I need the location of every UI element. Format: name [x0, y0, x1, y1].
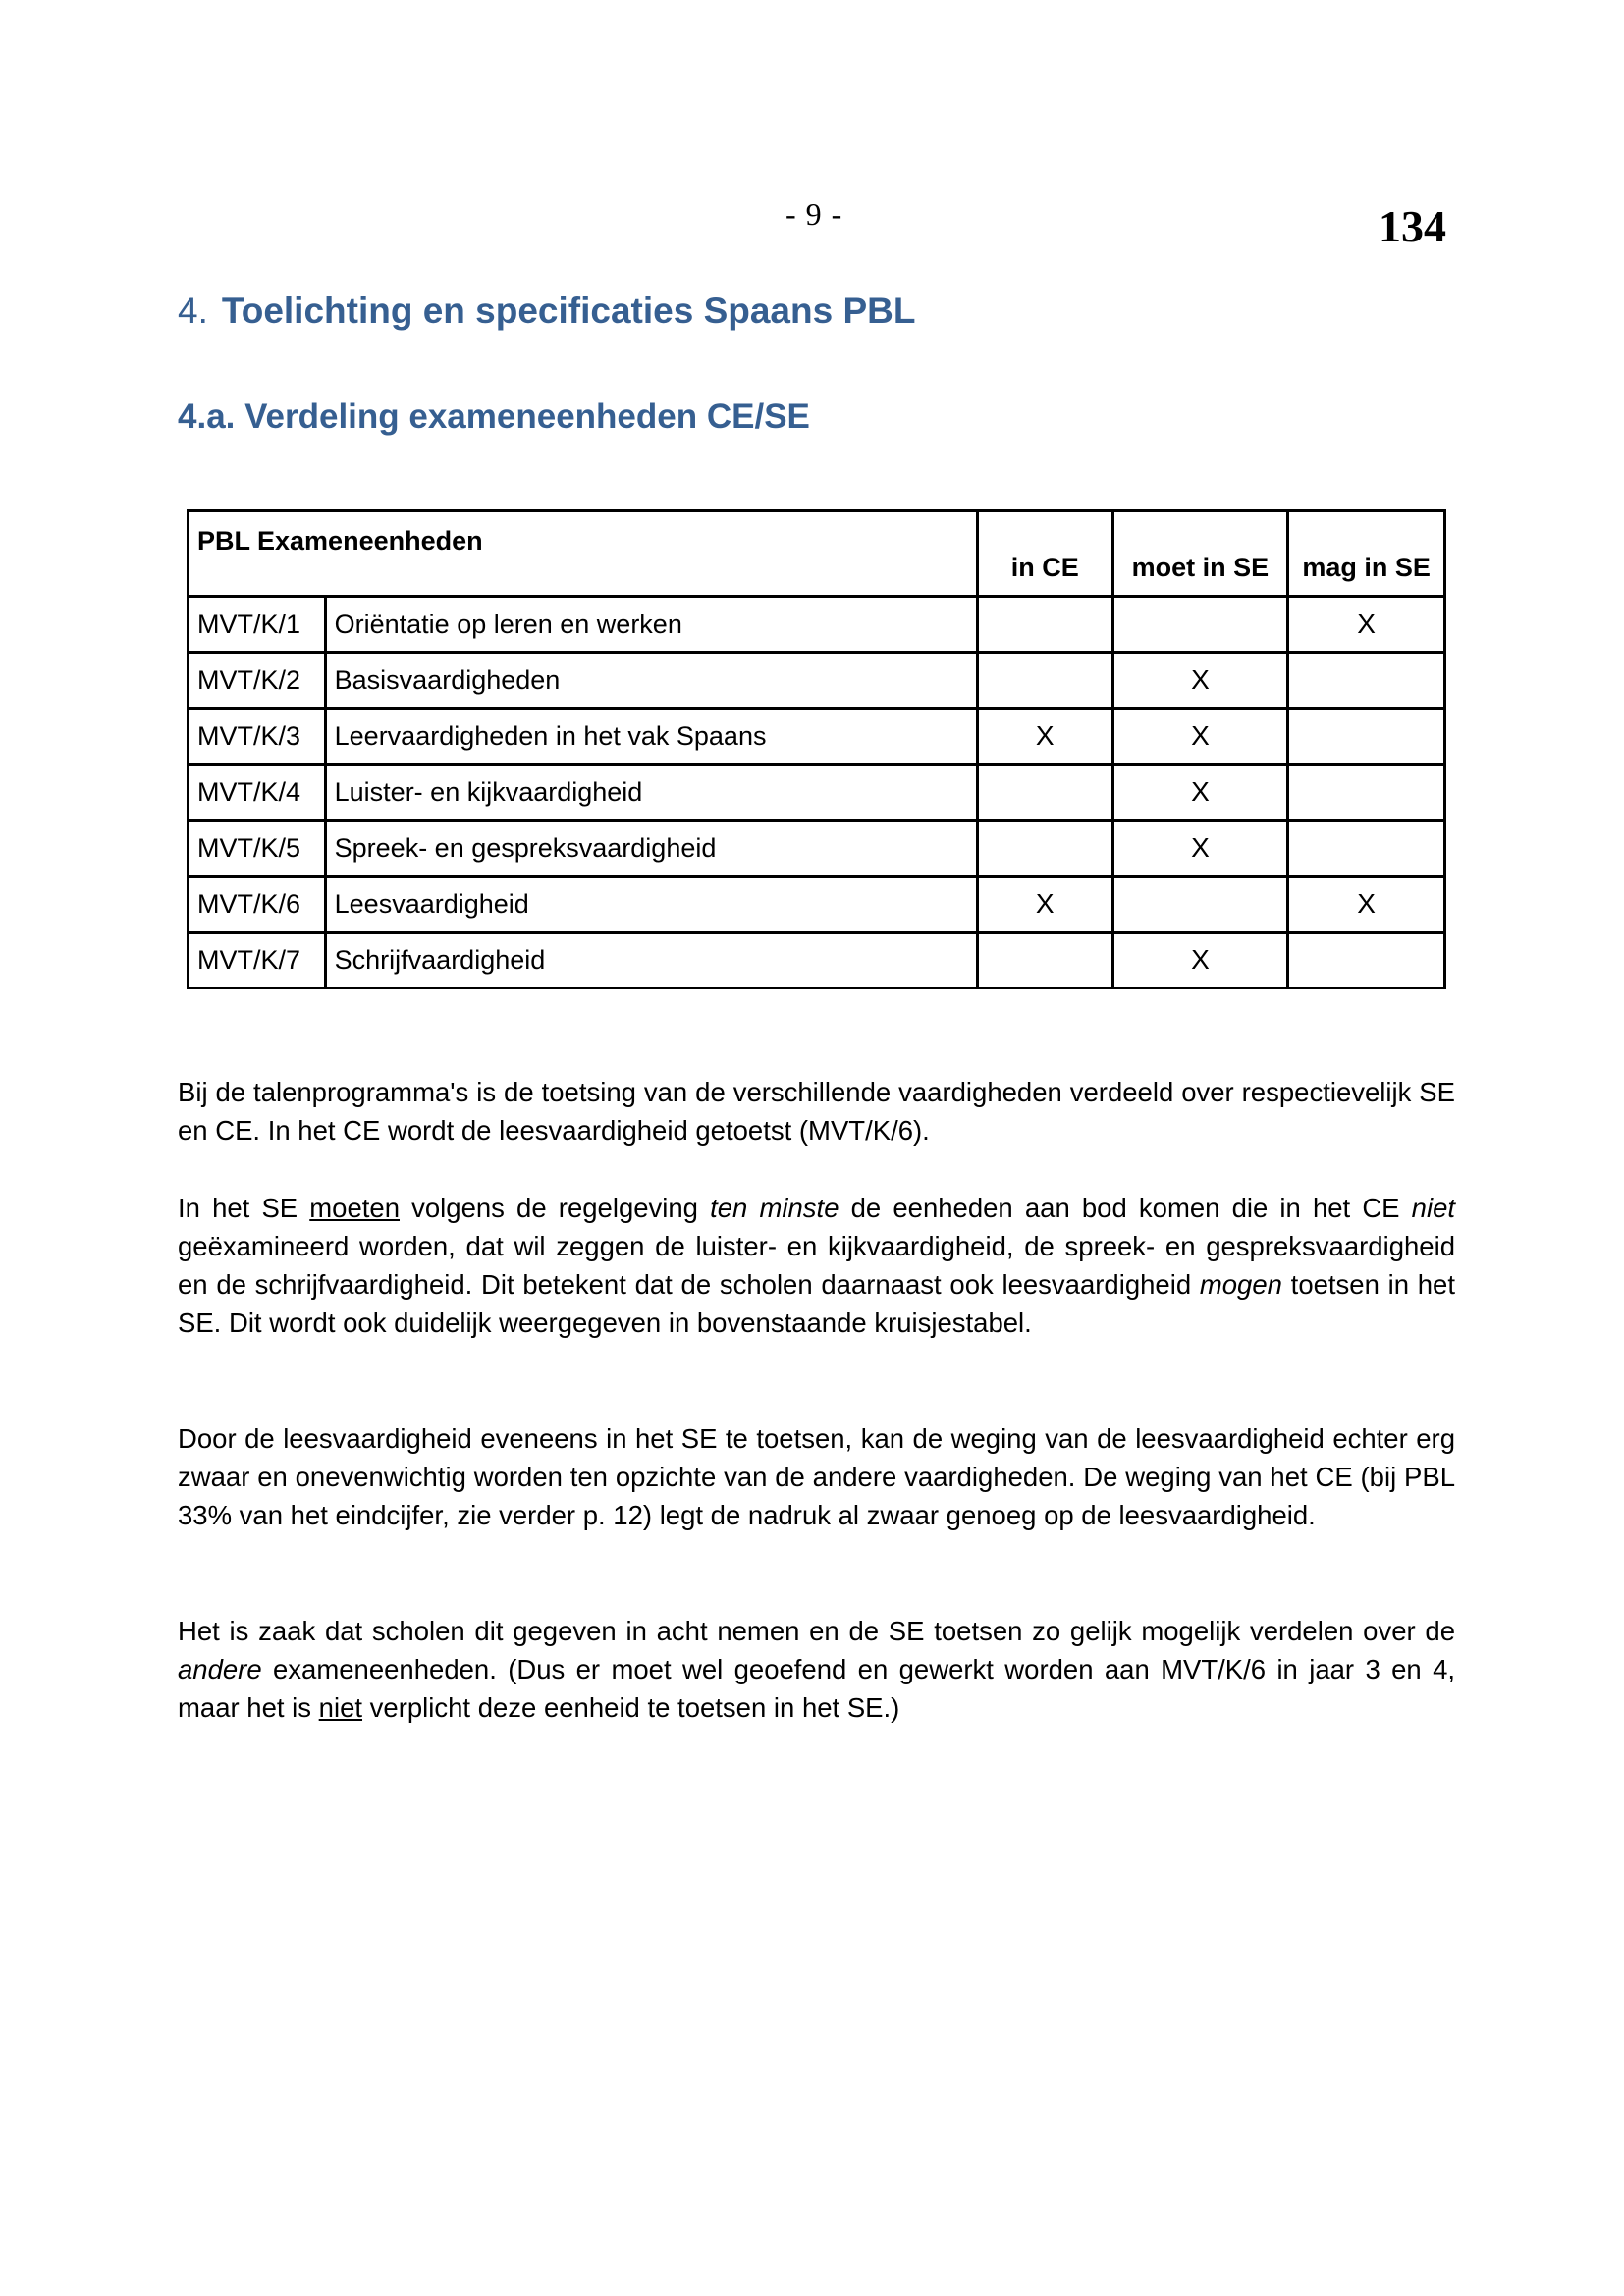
mark-mag-in-se: X	[1288, 877, 1445, 933]
table-row	[189, 653, 1445, 709]
unit-name: Luister- en kijkvaardigheid	[325, 765, 977, 821]
header-in-ce: in CE	[977, 511, 1112, 597]
table-header-row	[189, 511, 1445, 597]
underlined-niet: niet	[318, 1692, 363, 1723]
underlined-moeten: moeten	[309, 1193, 400, 1223]
italic-mogen: mogen	[1199, 1269, 1282, 1300]
mark-mag-in-se: X	[1288, 597, 1445, 653]
paragraph-distribution: Bij de talenprogramma's is de toetsing van de verschillende vaardigheden verdeeld over respectievelijk SE en CE. In het CE wordt de leesvaardigheid getoetst (MVT/K/6).	[178, 1077, 1455, 1146]
mark-moet-in-se: X	[1112, 933, 1288, 988]
text-span: exameneenheden. (Dus er moet wel geoefend en gewerkt worden aan MVT/K/6 in jaar 3 en 4, maar het is	[178, 1654, 1455, 1723]
mark-mag-in-se	[1288, 933, 1445, 988]
italic-ten-minste: ten minste	[710, 1193, 839, 1223]
unit-code: MVT/K/3	[189, 709, 326, 765]
text-span: verplicht deze eenheid te toetsen in het SE.)	[362, 1692, 900, 1723]
unit-name: Basisvaardigheden	[325, 653, 977, 709]
table-row	[189, 933, 1445, 988]
table-row	[189, 877, 1445, 933]
mark-in-ce: X	[977, 709, 1112, 765]
mark-moet-in-se: X	[1112, 709, 1288, 765]
mark-mag-in-se	[1288, 709, 1445, 765]
table-row	[189, 765, 1445, 821]
paragraph-se-requirements	[178, 1189, 1455, 1342]
subsection-heading: 4.a. Verdeling exameneenheden CE/SE	[178, 398, 810, 436]
header-mag-in-se: mag in SE	[1288, 511, 1445, 597]
unit-name: Schrijfvaardigheid	[325, 933, 977, 988]
text-span: In het SE	[178, 1193, 310, 1223]
unit-name: Spreek- en gespreksvaardigheid	[325, 821, 977, 877]
italic-andere: andere	[178, 1654, 262, 1684]
mark-moet-in-se: X	[1112, 821, 1288, 877]
table-row	[189, 709, 1445, 765]
table-row	[189, 597, 1445, 653]
section-title: Toelichting en specificaties Spaans PBL	[221, 291, 916, 331]
unit-name: Leesvaardigheid	[325, 877, 977, 933]
text-span: volgens de regelgeving	[400, 1193, 711, 1223]
unit-code: MVT/K/4	[189, 765, 326, 821]
paragraph-advice	[178, 1612, 1455, 1727]
exam-units-table	[187, 509, 1446, 989]
unit-code: MVT/K/1	[189, 597, 326, 653]
page-number: 134	[1379, 201, 1446, 251]
unit-name: Oriëntatie op leren en werken	[325, 597, 977, 653]
unit-code: MVT/K/7	[189, 933, 326, 988]
mark-in-ce	[977, 765, 1112, 821]
mark-in-ce: X	[977, 877, 1112, 933]
mark-moet-in-se	[1112, 597, 1288, 653]
mark-in-ce	[977, 597, 1112, 653]
mark-mag-in-se	[1288, 821, 1445, 877]
section-heading	[178, 291, 915, 332]
mark-in-ce	[977, 933, 1112, 988]
mark-moet-in-se	[1112, 877, 1288, 933]
mark-in-ce	[977, 653, 1112, 709]
mark-moet-in-se: X	[1112, 765, 1288, 821]
page-marker: - 9 -	[785, 196, 843, 232]
mark-mag-in-se	[1288, 765, 1445, 821]
header-moet-in-se: moet in SE	[1112, 511, 1288, 597]
unit-code: MVT/K/6	[189, 877, 326, 933]
section-number: 4.	[178, 291, 208, 331]
header-exam-units: PBL Exameneenheden	[189, 511, 978, 597]
paragraph-weighting: Door de leesvaardigheid eveneens in het SE te toetsen, kan de weging van de leesvaardigheid echter erg zwaar en onevenwichtig worden ten opzichte van de andere vaardigheden. De weging van het CE (bij PBL 33% van het eindcijfer, zie verder p. 12) legt de nadruk al zwaar genoeg op de leesvaardigheid.	[178, 1423, 1455, 1530]
text-span: toetsen in het SE. Dit wordt ook duidelijk weergegeven in bovenstaande kruisjestabel.	[178, 1269, 1455, 1338]
unit-code: MVT/K/5	[189, 821, 326, 877]
text-span: geëxamineerd worden, dat wil zeggen de luister- en kijkvaardigheid, de spreek- en gespreksvaardigheid en de schrijfvaardigheid. Dit betekent dat de scholen daarnaast ook leesvaardigheid	[178, 1231, 1455, 1300]
mark-mag-in-se	[1288, 653, 1445, 709]
unit-name: Leervaardigheden in het vak Spaans	[325, 709, 977, 765]
italic-niet: niet	[1411, 1193, 1456, 1223]
mark-in-ce	[977, 821, 1112, 877]
table-row	[189, 821, 1445, 877]
text-span: de eenheden aan bod komen die in het CE	[839, 1193, 1412, 1223]
mark-moet-in-se: X	[1112, 653, 1288, 709]
unit-code: MVT/K/2	[189, 653, 326, 709]
text-span: Het is zaak dat scholen dit gegeven in acht nemen en de SE toetsen zo gelijk mogelijk verdelen over de	[178, 1616, 1455, 1646]
